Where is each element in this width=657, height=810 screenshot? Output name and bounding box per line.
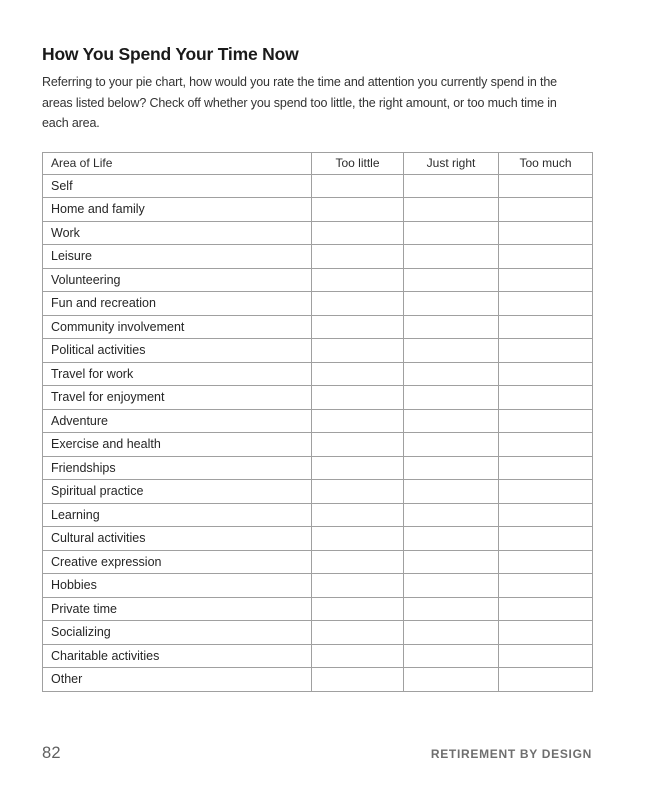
table-header-row bbox=[43, 152, 593, 174]
check-cell-just-right[interactable] bbox=[404, 621, 499, 645]
table-row bbox=[43, 198, 593, 222]
check-cell-too-little[interactable] bbox=[312, 597, 404, 621]
intro-line-3: each area. bbox=[42, 116, 100, 130]
check-cell-too-much[interactable] bbox=[499, 644, 593, 668]
page-title: How You Spend Your Time Now bbox=[42, 44, 299, 64]
check-cell-too-much[interactable] bbox=[499, 574, 593, 598]
table-row bbox=[43, 503, 593, 527]
col-header-too-little: Too little bbox=[312, 152, 404, 174]
check-cell-just-right[interactable] bbox=[404, 433, 499, 457]
check-cell-just-right[interactable] bbox=[404, 268, 499, 292]
area-of-life-cell: Adventure bbox=[43, 409, 312, 433]
table-row bbox=[43, 339, 593, 363]
area-of-life-cell: Leisure bbox=[43, 245, 312, 269]
check-cell-just-right[interactable] bbox=[404, 174, 499, 198]
col-header-too-much: Too much bbox=[499, 152, 593, 174]
table-row bbox=[43, 245, 593, 269]
check-cell-too-much[interactable] bbox=[499, 198, 593, 222]
area-of-life-cell: Exercise and health bbox=[43, 433, 312, 457]
check-cell-just-right[interactable] bbox=[404, 315, 499, 339]
check-cell-too-little[interactable] bbox=[312, 409, 404, 433]
intro-paragraph bbox=[42, 72, 592, 134]
check-cell-too-much[interactable] bbox=[499, 339, 593, 363]
check-cell-too-little[interactable] bbox=[312, 292, 404, 316]
area-of-life-cell: Fun and recreation bbox=[43, 292, 312, 316]
check-cell-too-little[interactable] bbox=[312, 550, 404, 574]
intro-line-2: areas listed below? Check off whether you spend too little, the right amount, or too much time in bbox=[42, 95, 557, 110]
area-of-life-cell: Volunteering bbox=[43, 268, 312, 292]
check-cell-too-little[interactable] bbox=[312, 621, 404, 645]
check-cell-too-little[interactable] bbox=[312, 456, 404, 480]
table-row bbox=[43, 174, 593, 198]
area-of-life-cell: Political activities bbox=[43, 339, 312, 363]
check-cell-too-much[interactable] bbox=[499, 597, 593, 621]
area-of-life-cell: Charitable activities bbox=[43, 644, 312, 668]
check-cell-just-right[interactable] bbox=[404, 221, 499, 245]
book-title: RETIREMENT BY DESIGN bbox=[430, 746, 592, 761]
table-row bbox=[43, 221, 593, 245]
check-cell-too-little[interactable] bbox=[312, 315, 404, 339]
check-cell-too-much[interactable] bbox=[499, 503, 593, 527]
area-of-life-cell: Private time bbox=[43, 597, 312, 621]
area-of-life-cell: Work bbox=[43, 221, 312, 245]
check-cell-just-right[interactable] bbox=[404, 480, 499, 504]
area-of-life-cell: Learning bbox=[43, 503, 312, 527]
check-cell-just-right[interactable] bbox=[404, 597, 499, 621]
table-row bbox=[43, 292, 593, 316]
check-cell-too-much[interactable] bbox=[499, 245, 593, 269]
check-cell-too-much[interactable] bbox=[499, 550, 593, 574]
check-cell-too-little[interactable] bbox=[312, 362, 404, 386]
table-row bbox=[43, 386, 593, 410]
check-cell-too-little[interactable] bbox=[312, 221, 404, 245]
area-of-life-cell: Home and family bbox=[43, 198, 312, 222]
table-row bbox=[43, 668, 593, 692]
check-cell-too-much[interactable] bbox=[499, 527, 593, 551]
check-cell-too-much[interactable] bbox=[499, 221, 593, 245]
area-of-life-cell: Friendships bbox=[43, 456, 312, 480]
intro-line-1: Referring to your pie chart, how would you rate the time and attention you currently spend in the bbox=[42, 75, 557, 89]
table-row bbox=[43, 574, 593, 598]
area-of-life-cell: Other bbox=[43, 668, 312, 692]
col-header-area-of-life: Area of Life bbox=[43, 152, 312, 174]
table-body bbox=[43, 174, 593, 691]
check-cell-too-much[interactable] bbox=[499, 621, 593, 645]
check-cell-too-little[interactable] bbox=[312, 268, 404, 292]
check-cell-too-little[interactable] bbox=[312, 245, 404, 269]
check-cell-just-right[interactable] bbox=[404, 362, 499, 386]
check-cell-too-much[interactable] bbox=[499, 409, 593, 433]
table-row bbox=[43, 480, 593, 504]
area-of-life-cell: Creative expression bbox=[43, 550, 312, 574]
table-row bbox=[43, 362, 593, 386]
check-cell-too-little[interactable] bbox=[312, 503, 404, 527]
check-cell-too-much[interactable] bbox=[499, 456, 593, 480]
area-of-life-cell: Hobbies bbox=[43, 574, 312, 598]
table-row bbox=[43, 550, 593, 574]
check-cell-too-little[interactable] bbox=[312, 668, 404, 692]
check-cell-too-little[interactable] bbox=[312, 433, 404, 457]
table-row bbox=[43, 315, 593, 339]
area-of-life-cell: Community involvement bbox=[43, 315, 312, 339]
check-cell-too-little[interactable] bbox=[312, 198, 404, 222]
table-row bbox=[43, 433, 593, 457]
check-cell-just-right[interactable] bbox=[404, 386, 499, 410]
check-cell-too-much[interactable] bbox=[499, 386, 593, 410]
check-cell-too-much[interactable] bbox=[499, 433, 593, 457]
page-footer bbox=[42, 744, 592, 763]
area-of-life-cell: Socializing bbox=[43, 621, 312, 645]
check-cell-too-much[interactable] bbox=[499, 668, 593, 692]
check-cell-too-little[interactable] bbox=[312, 174, 404, 198]
check-cell-just-right[interactable] bbox=[404, 574, 499, 598]
check-cell-too-much[interactable] bbox=[499, 315, 593, 339]
check-cell-too-much[interactable] bbox=[499, 174, 593, 198]
table-row bbox=[43, 621, 593, 645]
area-of-life-cell: Spiritual practice bbox=[43, 480, 312, 504]
check-cell-too-little[interactable] bbox=[312, 574, 404, 598]
check-cell-just-right[interactable] bbox=[404, 503, 499, 527]
check-cell-just-right[interactable] bbox=[404, 198, 499, 222]
time-rating-table bbox=[42, 152, 593, 692]
table-row bbox=[43, 409, 593, 433]
table-row bbox=[43, 644, 593, 668]
table-row bbox=[43, 268, 593, 292]
area-of-life-cell: Self bbox=[43, 174, 312, 198]
check-cell-too-little[interactable] bbox=[312, 527, 404, 551]
check-cell-too-much[interactable] bbox=[499, 292, 593, 316]
check-cell-just-right[interactable] bbox=[404, 644, 499, 668]
area-of-life-cell: Travel for work bbox=[43, 362, 312, 386]
check-cell-just-right[interactable] bbox=[404, 527, 499, 551]
check-cell-just-right[interactable] bbox=[404, 456, 499, 480]
check-cell-just-right[interactable] bbox=[404, 550, 499, 574]
check-cell-just-right[interactable] bbox=[404, 245, 499, 269]
check-cell-too-much[interactable] bbox=[499, 480, 593, 504]
check-cell-too-little[interactable] bbox=[312, 386, 404, 410]
table-row bbox=[43, 527, 593, 551]
area-of-life-cell: Travel for enjoyment bbox=[43, 386, 312, 410]
check-cell-too-little[interactable] bbox=[312, 339, 404, 363]
check-cell-just-right[interactable] bbox=[404, 339, 499, 363]
check-cell-too-little[interactable] bbox=[312, 644, 404, 668]
page-number: 82 bbox=[42, 743, 61, 762]
check-cell-just-right[interactable] bbox=[404, 292, 499, 316]
check-cell-too-much[interactable] bbox=[499, 362, 593, 386]
table-row bbox=[43, 456, 593, 480]
check-cell-just-right[interactable] bbox=[404, 668, 499, 692]
col-header-just-right: Just right bbox=[404, 152, 499, 174]
check-cell-too-little[interactable] bbox=[312, 480, 404, 504]
area-of-life-cell: Cultural activities bbox=[43, 527, 312, 551]
table-row bbox=[43, 597, 593, 621]
check-cell-too-much[interactable] bbox=[499, 268, 593, 292]
check-cell-just-right[interactable] bbox=[404, 409, 499, 433]
